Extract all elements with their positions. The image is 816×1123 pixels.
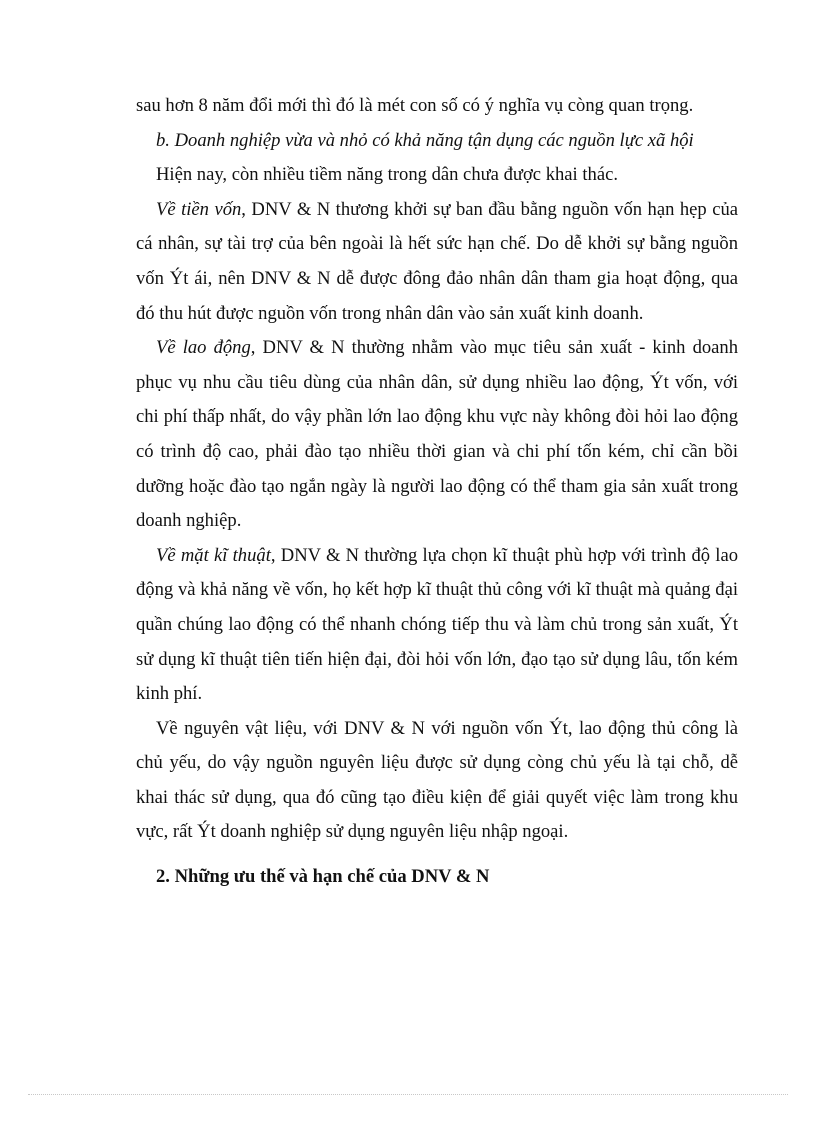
paragraph-materials	[136, 712, 738, 850]
paragraph-text: , DNV & N thường nhằm vào mục tiêu sản xuất - kinh doanh phục vụ nhu cầu tiêu dùng của nhân dân, sử dụng nhiều lao động, Ýt vốn, với chi phí thấp nhất, do vậy phần lớn lao động khu vực này không đòi hỏi lao động có trình độ cao, phải đào tạo nhiều thời gian và chi phí tốn kém, chỉ cần bồi dưỡng hoặc đào tạo ngắn ngày là người lao động có thể tham gia sản xuất trong doanh nghiệp.	[136, 337, 739, 532]
paragraph-text: sau hơn 8 năm đổi mới thì đó là mét con số có ý nghĩa vụ còng quan trọng.	[136, 95, 694, 116]
paragraph-text: Về nguyên vật liệu, với DNV & N với nguồn vốn Ýt, lao động thủ công là chủ yếu, do vậy nguồn nguyên liệu được sử dụng còng chủ yếu là tại chỗ, dễ khai thác sử dụng, qua đó cũng tạo điều kiện để giải quyết việc làm trong khu vực, rất Ýt doanh nghiệp sử dụng nguyên liệu nhập ngoại.	[136, 717, 738, 843]
section-heading	[136, 860, 738, 895]
paragraph-continuation	[136, 89, 738, 124]
paragraph-lead: Về lao động	[156, 337, 251, 359]
document-body	[136, 89, 738, 895]
paragraph-lead: Về tiền vốn	[156, 198, 242, 220]
paragraph-labor	[136, 331, 738, 539]
page-bottom-divider	[28, 1094, 788, 1095]
subsection-heading-text: b. Doanh nghiệp vừa và nhỏ có khả năng tận dụng các nguồn lực xã hội	[156, 129, 694, 151]
paragraph-text: , DNV & N thường lựa chọn kĩ thuật phù hợp với trình độ lao động và khả năng về vốn, họ kết hợp kĩ thuật thủ công với kĩ thuật mà quảng đại quần chúng lao động có thể nhanh chóng tiếp thu và làm chủ trong sản xuất, Ýt sử dụng kĩ thuật tiên tiến hiện đại, đòi hỏi vốn lớn, đạo tạo sử dụng lâu, tốn kém kinh phí.	[136, 544, 739, 705]
subsection-heading	[136, 124, 738, 159]
paragraph-text: , DNV & N thương khởi sự ban đầu bằng nguồn vốn hạn hẹp của cá nhân, sự tài trợ của bên ngoài là hết sức hạn chế. Do dễ khởi sự bằng nguồn vốn Ýt ái, nên DNV & N dễ được đông đảo nhân dân tham gia hoạt động, qua đó thu hút được nguồn vốn trong nhân dân vào sản xuất kinh doanh.	[136, 198, 738, 324]
paragraph-lead: Về mặt kĩ thuật	[156, 544, 271, 566]
paragraph-text: Hiện nay, còn nhiều tiềm năng trong dân chưa được khai thác.	[156, 164, 618, 186]
paragraph-capital	[136, 193, 738, 331]
paragraph-intro	[136, 158, 738, 193]
section-heading-text: 2. Những ưu thế và hạn chế của DNV & N	[156, 866, 490, 888]
paragraph-technique	[136, 539, 738, 712]
